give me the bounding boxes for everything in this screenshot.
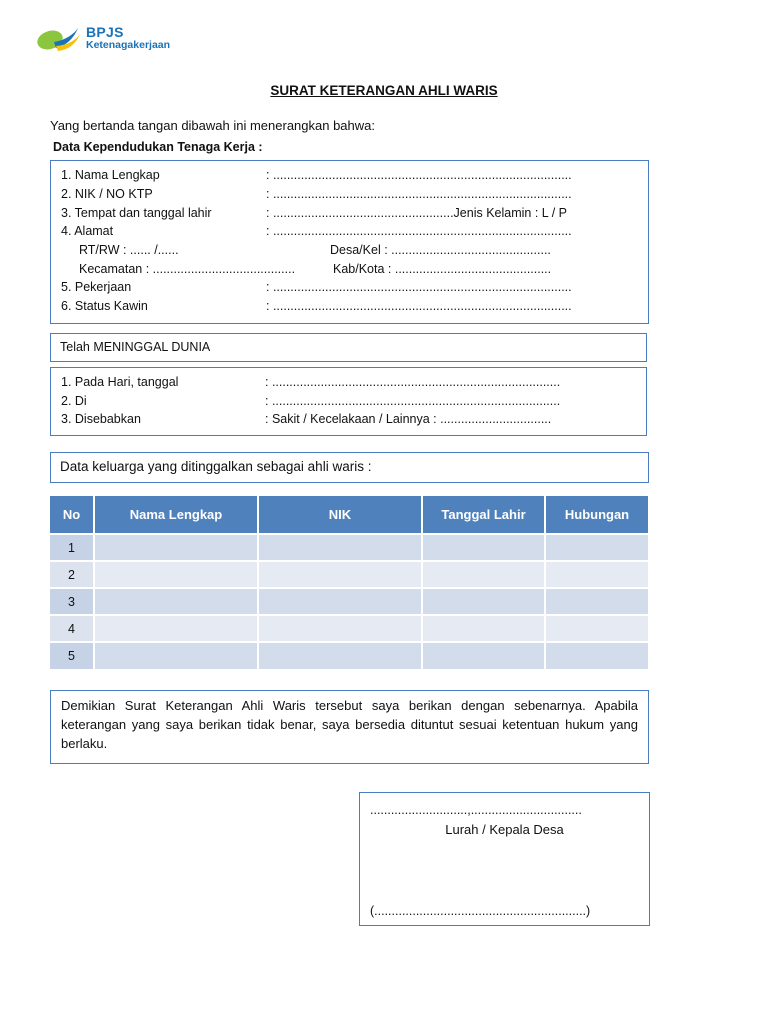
header-hubungan: Hubungan (545, 496, 648, 534)
table-header-row (50, 496, 648, 534)
field-nik[interactable]: : ...................................................................................... (266, 187, 572, 201)
cell-nik[interactable] (258, 561, 422, 588)
logo-subtitle: Ketenagakerjaan (86, 39, 171, 51)
header-nama-lengkap: Nama Lengkap (94, 496, 258, 534)
cell-tanggal-lahir[interactable] (422, 615, 545, 642)
row-number: 3 (50, 588, 94, 615)
statement-box (50, 690, 649, 764)
statement-text: Demikian Surat Keterangan Ahli Waris tersebut saya berikan dengan sebenarnya. Apabila keterangan yang saya berikan tidak benar, saya bersedia dituntut sesuai ketentuan hukum yang berlaku. (61, 698, 638, 751)
deceased-heading: Telah MENINGGAL DUNIA (60, 340, 211, 354)
cell-tanggal-lahir[interactable] (422, 588, 545, 615)
section-heading-worker: Data Kependudukan Tenaga Kerja : (53, 140, 263, 154)
cell-hubungan[interactable] (545, 534, 648, 561)
header-tanggal-lahir: Tanggal Lahir (422, 496, 545, 534)
logo-brand: BPJS (86, 24, 124, 40)
cell-nik[interactable] (258, 534, 422, 561)
cell-nik[interactable] (258, 588, 422, 615)
table-row (50, 642, 648, 669)
row-number: 4 (50, 615, 94, 642)
field-status-kawin[interactable]: : ...................................................................................... (266, 299, 572, 313)
cell-nama[interactable] (94, 615, 258, 642)
field-kecamatan[interactable]: Kecamatan : ......................................... (79, 262, 296, 276)
cell-nama[interactable] (94, 588, 258, 615)
table-row (50, 534, 648, 561)
signature-role: Lurah / Kepala Desa (445, 822, 564, 837)
table-row (50, 615, 648, 642)
field-kabkota[interactable]: Kab/Kota : ............................................. (333, 262, 552, 276)
table-row (50, 588, 648, 615)
heirs-table (50, 496, 648, 669)
document-title-text: SURAT KETERANGAN AHLI WARIS (270, 83, 498, 98)
row-number: 1 (50, 534, 94, 561)
family-heading-box (50, 452, 649, 483)
cell-tanggal-lahir[interactable] (422, 561, 545, 588)
cell-tanggal-lahir[interactable] (422, 642, 545, 669)
field-rtrw[interactable]: RT/RW : ...... /...... (79, 243, 179, 257)
label-di: 2. Di (61, 394, 87, 408)
row-number: 5 (50, 642, 94, 669)
row-number: 2 (50, 561, 94, 588)
header-no: No (50, 496, 94, 534)
cell-nama[interactable] (94, 642, 258, 669)
cell-hubungan[interactable] (545, 588, 648, 615)
cell-hubungan[interactable] (545, 615, 648, 642)
label-nik: 2. NIK / NO KTP (61, 187, 153, 201)
label-disebabkan: 3. Disebabkan (61, 412, 141, 426)
label-pekerjaan: 5. Pekerjaan (61, 280, 132, 294)
label-nama: 1. Nama Lengkap (61, 168, 160, 182)
cell-hubungan[interactable] (545, 642, 648, 669)
label-status-kawin: 6. Status Kawin (61, 299, 148, 313)
cell-nama[interactable] (94, 534, 258, 561)
cell-nik[interactable] (258, 615, 422, 642)
field-signatory-name[interactable]: (.............................................................) (370, 904, 591, 918)
cell-tanggal-lahir[interactable] (422, 534, 545, 561)
field-nama[interactable]: : ...................................................................................... (266, 168, 572, 182)
family-heading: Data keluarga yang ditinggalkan sebagai ahli waris : (60, 459, 372, 474)
signature-box (359, 792, 650, 926)
worker-data-box (50, 160, 649, 324)
field-alamat[interactable]: : ...................................................................................... (266, 224, 572, 238)
intro-text: Yang bertanda tangan dibawah ini menerangkan bahwa: (50, 118, 375, 133)
field-disebabkan[interactable]: : Sakit / Kecelakaan / Lainnya : ................................ (265, 412, 552, 426)
field-hari-tanggal[interactable]: : ................................................................................... (265, 375, 561, 389)
cell-hubungan[interactable] (545, 561, 648, 588)
label-hari-tanggal: 1. Pada Hari, tanggal (61, 375, 179, 389)
bpjs-logo (36, 24, 206, 58)
deceased-heading-box (50, 333, 647, 362)
field-pekerjaan[interactable]: : ...................................................................................... (266, 280, 572, 294)
field-di[interactable]: : ................................................................................... (265, 394, 561, 408)
field-ttl[interactable]: : ....................................................Jenis Kelamin : L / P (266, 206, 568, 220)
table-row (50, 561, 648, 588)
document-title (0, 83, 768, 98)
bpjs-logo-icon (36, 26, 82, 52)
cell-nik[interactable] (258, 642, 422, 669)
header-nik: NIK (258, 496, 422, 534)
label-alamat: 4. Alamat (61, 224, 114, 238)
label-ttl: 3. Tempat dan tanggal lahir (61, 206, 212, 220)
cell-nama[interactable] (94, 561, 258, 588)
death-details-box (50, 367, 647, 436)
field-desa[interactable]: Desa/Kel : .............................................. (330, 243, 551, 257)
field-place-date[interactable]: ............................,................................ (370, 803, 582, 817)
